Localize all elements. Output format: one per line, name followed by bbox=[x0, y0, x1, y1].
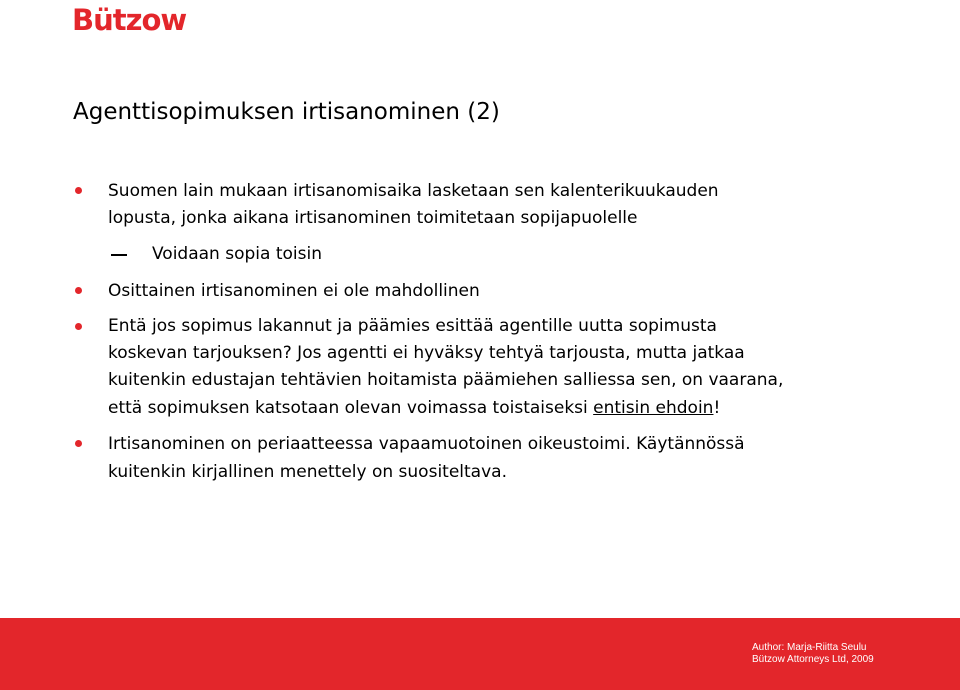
emphasis-suffix: ! bbox=[713, 398, 721, 418]
emphasis-text: entisin ehdoin bbox=[593, 398, 714, 418]
bullet-marker bbox=[75, 440, 82, 447]
sub-bullet-dash bbox=[111, 254, 127, 256]
bullet-3-line-4-text: että sopimuksen katsotaan olevan voimassa toistaiseksi bbox=[108, 398, 594, 418]
slide-title: Agenttisopimuksen irtisanominen (2) bbox=[73, 99, 500, 125]
bullet-1-line-2: lopusta, jonka aikana irtisanominen toimitetaan sopijapuolelle bbox=[108, 208, 638, 228]
bullet-3-line-2: koskevan tarjouksen? Jos agentti ei hyväksy tehtyä tarjousta, mutta jatkaa bbox=[108, 343, 745, 363]
bullet-4-line-1: Irtisanominen on periaatteessa vapaamuotoinen oikeustoimi. Käytännössä bbox=[108, 434, 745, 454]
bullet-3-line-4 bbox=[108, 396, 720, 420]
bullet-1-line-1: Suomen lain mukaan irtisanomisaika lasketaan sen kalenterikuukauden bbox=[108, 181, 719, 201]
footer-author: Author: Marja-Riitta Seulu bbox=[752, 642, 867, 653]
bullet-3-line-3: kuitenkin edustajan tehtävien hoitamista päämiehen salliessa sen, on vaarana, bbox=[108, 370, 784, 390]
bullet-marker bbox=[75, 323, 82, 330]
bullet-marker bbox=[75, 187, 82, 194]
bullet-4-line-2: kuitenkin kirjallinen menettely on suositeltava. bbox=[108, 462, 507, 482]
bullet-marker bbox=[75, 287, 82, 294]
sub-bullet-1: Voidaan sopia toisin bbox=[152, 244, 322, 264]
bullet-3-line-1: Entä jos sopimus lakannut ja päämies esittää agentille uutta sopimusta bbox=[108, 316, 717, 336]
footer-company: Bützow Attorneys Ltd, 2009 bbox=[752, 654, 874, 665]
bullet-2-line-1: Osittainen irtisanominen ei ole mahdollinen bbox=[108, 281, 480, 301]
butzow-logo: Bützow bbox=[72, 3, 187, 37]
footer-bar bbox=[0, 618, 960, 690]
